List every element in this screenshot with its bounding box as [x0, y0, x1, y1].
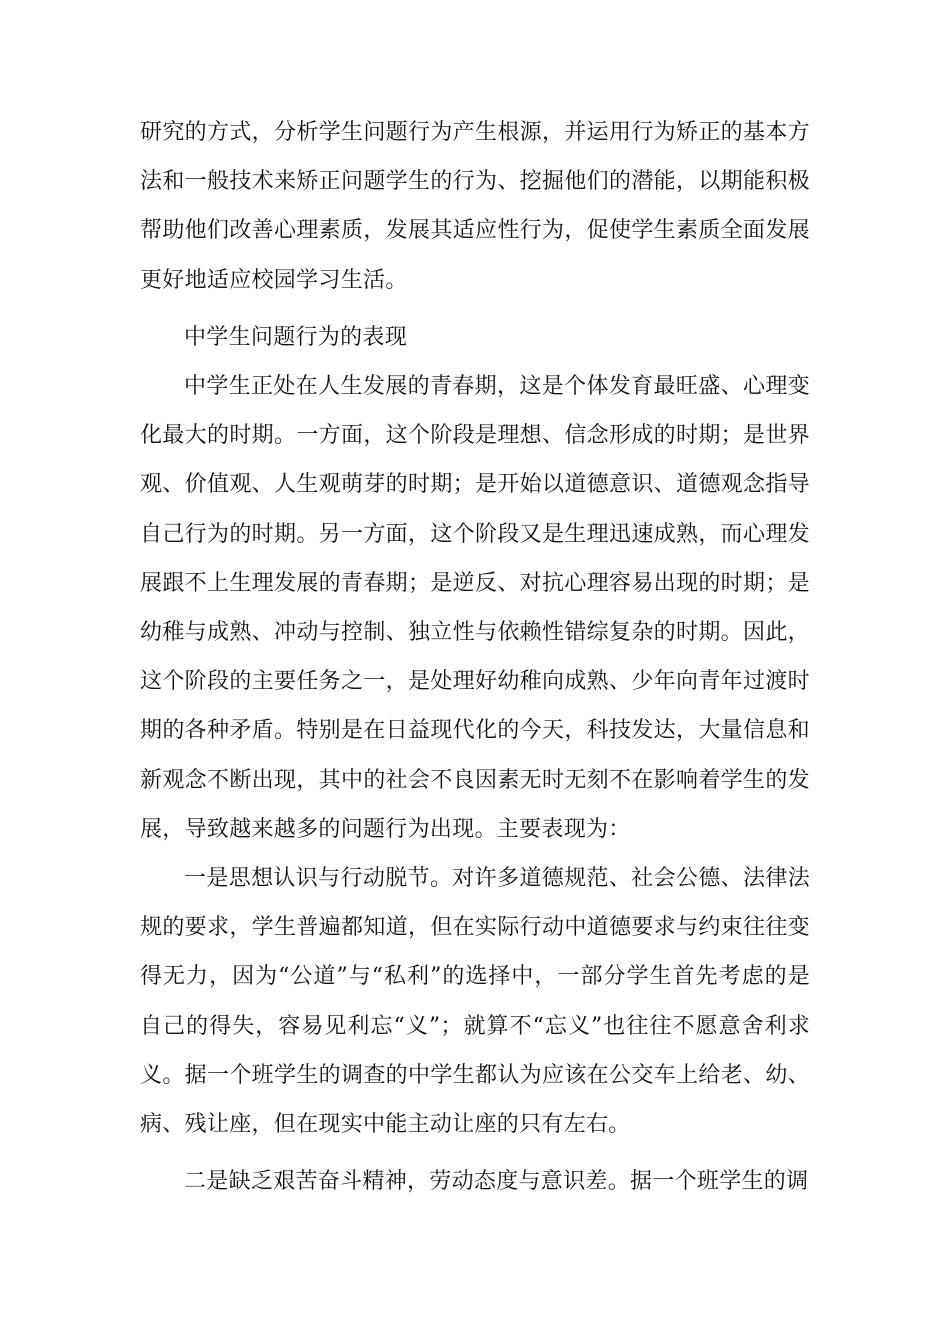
paragraph-continuation: 研究的方式，分析学生问题行为产生根源，并运用行为矫正的基本方法和一般技术来矫正问题学生的行为、挖掘他们的潜能，以期能积极帮助他们改善心理素质，发展其适应性行为，促使学生素质全面发展更好地适应校园学习生活。: [140, 120, 810, 293]
document-body: [140, 108, 810, 1206]
paragraph-point-two: 二是缺乏艰苦奋斗精神，劳动态度与意识差。据一个班学生的调: [184, 1169, 809, 1195]
section-heading: 中学生问题行为的表现: [184, 324, 408, 350]
paragraph-point-one: 一是思想认识与行动脱节。对许多道德规范、社会公德、法律法规的要求，学生普遍都知道，但在实际行动中道德要求与约束往往变得无力，因为“公道”与“私利”的选择中，一部分学生首先考虑的是自己的得失，容易见利忘“义”；就算不“忘义”也往往不愿意舍利求义。据一个班学生的调查的中学生都认为应该在公交车上给老、幼、病、残让座，但在现实中能主动让座的只有左右。: [140, 866, 810, 1138]
paragraph-adolescence: 中学生正处在人生发展的青春期，这是个体发育最旺盛、心理变化最大的时期。一方面，这个阶段是理想、信念形成的时期；是世界观、价值观、人生观萌芽的时期；是开始以道德意识、道德观念指导自己行为的时期。另一方面，这个阶段又是生理迅速成熟，而心理发展跟不上生理发展的青春期；是逆反、对抗心理容易出现的时期；是幼稚与成熟、冲动与控制、独立性与依赖性错综复杂的时期。因此，这个阶段的主要任务之一，是处理好幼稚向成熟、少年向青年过渡时期的各种矛盾。特别是在日益现代化的今天，科技发达，大量信息和新观念不断出现，其中的社会不良因素无时无刻不在影响着学生的发展，导致越来越多的问题行为出现。主要表现为：: [140, 374, 810, 842]
